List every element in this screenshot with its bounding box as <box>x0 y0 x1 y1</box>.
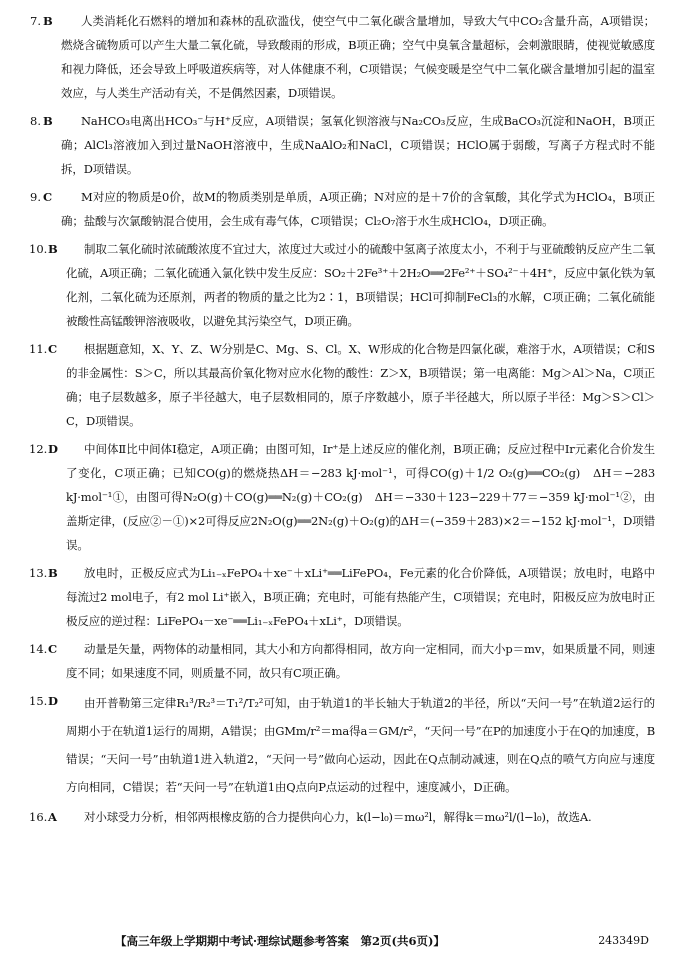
item-number: 9. <box>30 190 41 204</box>
item-number: 10. <box>29 242 48 256</box>
item-number: 12. <box>29 442 48 456</box>
item-explanation: 根据题意知，X、Y、Z、W分别是C、Mg、S、Cl。X、W形成的化合物是四氯化碳，难溶于水，A项错误；C和S的非金属性：S＞C，所以其最高价氧化物对应水化物的酸性：Z＞X，B项错误；第一电离能：Mg＞Al＞Na，C项正确；电子层数越多，原子半径越大，电子层数相同的，原子序数越小，原子半径越大，所以原子半径：Mg＞S＞Cl＞C，D项错误。 <box>66 342 655 428</box>
answer-item-15 <box>30 689 655 801</box>
item-number: 16. <box>29 810 48 824</box>
answer-item-13 <box>30 561 655 633</box>
item-number: 13. <box>29 566 48 580</box>
item-answer: D <box>48 442 58 456</box>
item-explanation: NaHCO₃电离出HCO₃⁻与H⁺反应，A项错误；氢氧化钡溶液与Na₂CO₃反应，生成BaCO₃沉淀和NaOH，B项正确；AlCl₃溶液加入到过量NaOH溶液中，生成NaAlO₂和NaCl，C项错误；HClO属于弱酸，写离子方程式时不能拆，D项错误。 <box>61 114 655 176</box>
item-explanation: 放电时，正极反应式为Li₁₋ₓFePO₄＋xe⁻＋xLi⁺══LiFePO₄，Fe元素的化合价降低，A项错误；放电时，电路中每流过2 mol电子，有2 mol Li⁺嵌入，B项正确；充电时，可能有热能产生，C项错误；充电时，阳极反应为放电时正极反应的逆过程：LiFePO₄－xe⁻══Li₁₋ₓFePO₄＋xLi⁺，D项错误。 <box>66 566 655 628</box>
item-number: 11. <box>29 342 48 356</box>
item-answer: B <box>43 14 53 28</box>
item-explanation: 动量是矢量，两物体的动量相同，其大小和方向都得相同，故方向一定相同，而大小p＝mv，如果质量不同，则速度不同；如果速度不同，则质量不同，故只有C项正确。 <box>66 642 655 680</box>
footer-title: 【高三年级上学期期中考试·理综试题参考答案 第2页(共6页)】 <box>115 934 445 948</box>
item-answer: B <box>48 566 58 580</box>
item-answer: A <box>48 810 57 824</box>
item-answer: C <box>43 190 53 204</box>
item-number: 15. <box>29 694 48 708</box>
item-answer: C <box>48 342 58 356</box>
item-answer: D <box>48 694 58 708</box>
answer-item-10 <box>30 237 655 333</box>
item-explanation: 对小球受力分析，相邻两根橡皮筋的合力提供向心力，k(l−l₀)＝mω²l，解得k＝mω²l/(l−l₀)，故选A. <box>84 810 592 824</box>
item-answer: C <box>48 642 58 656</box>
item-explanation: M对应的物质是0价，故M的物质类别是单质，A项正确；N对应的是＋7价的含氧酸，其化学式为HClO₄，B项正确；盐酸与次氯酸钠混合使用，会生成有毒气体，C项错误；Cl₂O₇溶于水生成HClO₄，D项正确。 <box>61 190 655 228</box>
item-number: 7. <box>30 14 41 28</box>
item-explanation: 由开普勒第三定律R₁³/R₂³＝T₁²/T₂²可知，由于轨道1的半长轴大于轨道2的半径，所以“天问一号”在轨道2运行的周期小于在轨道1运行的周期，A错误；由GMm/r²＝ma得a＝GM/r²，“天问一号”在P的加速度小于在Q的加速度，B错误；“天问一号”由轨道1进入轨道2，“天问一号”做向心运动，因此在Q点制动减速，则在Q点的喷气方向应与速度方向相同，C错误；若“天问一号”在轨道1由Q点向P点运动的过程中，速度减小，D正确。 <box>66 696 655 794</box>
answer-list <box>30 9 655 833</box>
answer-item-14 <box>30 637 655 685</box>
item-explanation: 制取二氧化硫时浓硫酸浓度不宜过大，浓度过大或过小的硫酸中氢离子浓度太小，不利于与亚硫酸钠反应产生二氧化硫，A项正确；二氧化硫通入氯化铁中发生反应：SO₂＋2Fe³⁺＋2H₂O══2Fe²⁺＋SO₄²⁻＋4H⁺，反应中氯化铁为氧化剂，二氧化硫为还原剂，两者的物质的量之比为2∶1，B项错误；HCl可抑制FeCl₃的水解，C项正确；二氧化硫能被酸性高锰酸钾溶液吸收，以避免其污染空气，D项正确。 <box>66 242 655 328</box>
page-footer <box>0 930 677 954</box>
item-explanation: 人类消耗化石燃料的增加和森林的乱砍滥伐，使空气中二氧化碳含量增加，导致大气中CO₂含量升高，A项错误；燃烧含硫物质可以产生大量二氧化硫，导致酸雨的形成，B项正确；空气中臭氧含量超标，会刺激眼睛，使视觉敏感度和视力降低，还会导致上呼吸道疾病等，对人体健康不利，C项错误；气候变暖是空气中二氧化碳含量增加引起的温室效应，与人类生产活动有关，不是偶然因素，D项错误。 <box>61 14 655 100</box>
answer-item-9 <box>30 185 655 233</box>
item-number: 14. <box>29 642 48 656</box>
answer-item-16 <box>30 805 655 829</box>
item-number: 8. <box>30 114 41 128</box>
answer-item-7 <box>30 9 655 105</box>
item-answer: B <box>43 114 53 128</box>
item-explanation: 中间体Ⅱ比中间体Ⅰ稳定，A项正确；由图可知，Ir⁺是上述反应的催化剂，B项正确；反应过程中Ir元素化合价发生了变化，C项正确；已知CO(g)的燃烧热ΔH＝−283 kJ·mol⁻¹，可得CO(g)＋1/2 O₂(g)══CO₂(g) ΔH＝−283 kJ·mol⁻¹①，由图可得N₂O(g)＋CO(g)══N₂(g)＋CO₂(g) ΔH＝−330＋123−229＋77＝−359 kJ·mol⁻¹②，由盖斯定律，(反应②－①)×2可得反应2N₂O(g)══2N₂(g)＋O₂(g)的ΔH＝(−359＋283)×2＝−152 kJ·mol⁻¹，D项错误。 <box>66 442 655 552</box>
answer-item-11 <box>30 337 655 433</box>
item-answer: B <box>48 242 58 256</box>
footer-code: 243349D <box>598 934 649 947</box>
answer-item-12 <box>30 437 655 557</box>
answer-item-8 <box>30 109 655 181</box>
